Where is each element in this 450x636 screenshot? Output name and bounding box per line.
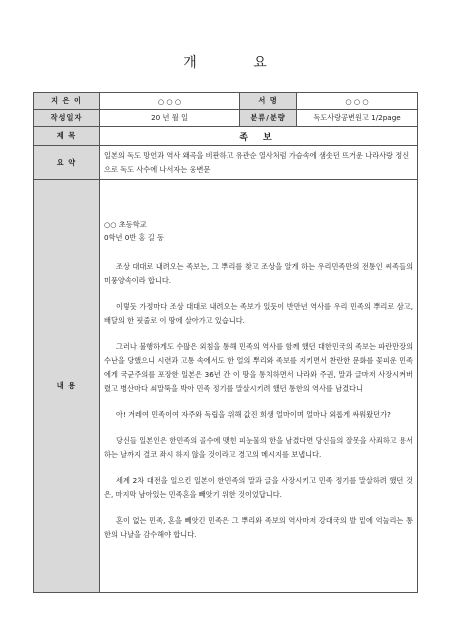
category-value: 독도사랑공변원고 1/2page (297, 110, 418, 127)
content-row (34, 180, 418, 593)
paragraph: 혼이 없는 민족, 혼을 빼앗긴 민족은 그 뿌리와 족보의 역사마저 강대국의 발 밑에 억눌리는 통한의 나날을 감수해야 합니다. (104, 516, 414, 539)
school-name: ○○ 초등학교 (104, 220, 147, 229)
summary-row (34, 146, 418, 180)
content-label: 내 용 (34, 180, 100, 593)
name-label: 서 명 (240, 93, 297, 110)
summary-label: 요 약 (34, 146, 100, 180)
paragraph: 당신들 일본인은 한민족의 골수에 맺힌 피눈물의 한을 남겼다면 당신들의 잘못을 사죄하고 용서하는 날까지 결코 좌시 하지 않을 것이라고 경고의 메시지를 보냅니다. (104, 436, 414, 459)
date-label: 작성일자 (34, 110, 100, 127)
paragraph: 세계 2차 대전을 일으킨 일본이 한민족의 말과 글을 사장시키고 민족 정기를 말살하려 했던 것은, 마지막 남아있는 민족혼을 빼앗기 위한 것이었답니다. (104, 476, 414, 499)
document-form (33, 92, 418, 593)
subject-value: 족 보 (100, 127, 418, 146)
subject-label: 제 목 (34, 127, 100, 146)
paragraph: 아! 겨레여 민족이여 자주와 독립을 위해 값진 희생 얼마이며 얼마나 외롭게 싸워왔던가? (116, 410, 391, 419)
date-row (34, 110, 418, 127)
author-row (34, 93, 418, 110)
paragraph: 이렇듯 가정마다 조상 대대로 내려오는 족보가 있듯이 반만년 역사를 우리 민족의 뿌리로 삼고, 배달의 한 핏줄로 이 땅에 살아가고 있습니다. (104, 302, 414, 325)
author-value: ○ ○ ○ (100, 93, 240, 110)
student-name: 0학년 0반 홍 길 동 (104, 233, 164, 242)
date-value: 20 년 월 일 (100, 110, 240, 127)
paragraph: 그러나 불행하게도 수많은 외침을 통해 민족의 역사를 함께 했던 대한민국의 족보는 파란만장의 수난을 당했으니 시련과 고통 속에서도 한 얼의 뿌리와 족보를 지키면서 찬란한 문화를 꽃피운 민족에게 국군주의를 포장한 일본은 36년 간 이 땅을 통치하면서 나라와 주권, 말과 글마저 사장시켜버렸고 병산마다 쇠말뚝을 박아 민족 정기를 말살시키려 했던 통한의 역사를 남겼다니 (104, 342, 414, 393)
author-label: 지 은 이 (34, 93, 100, 110)
paragraph: 조상 대대로 내려오는 족보는, 그 뿌리를 찾고 조상을 알게 하는 우리민족만의 전통인 씨족들의 미풍양속이라 합니다. (104, 262, 414, 285)
name-value: ○ ○ ○ (297, 93, 418, 110)
content-body (100, 180, 418, 593)
subject-row (34, 127, 418, 146)
category-label: 분류/분량 (240, 110, 297, 127)
page-title: 개 요 (183, 55, 293, 71)
summary-value: 일본의 독도 망언과 역사 왜곡을 비판하고 유관순 열사처럼 가슴속에 샘솟던 뜨거운 나라사랑 정신으로 독도 사수에 나서자는 웅변문 (100, 146, 418, 180)
